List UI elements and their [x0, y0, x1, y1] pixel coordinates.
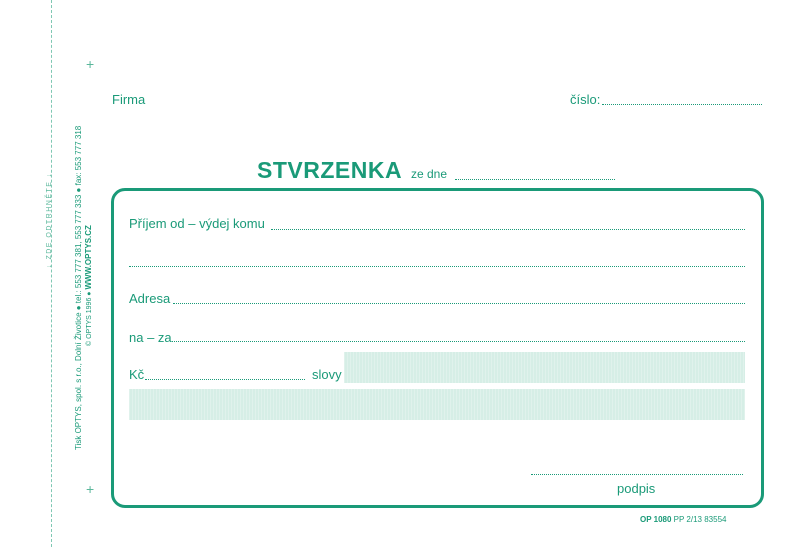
date-label: ze dne	[411, 167, 448, 181]
podpis-label: podpis	[617, 481, 656, 496]
perforation-line	[51, 0, 52, 547]
form-code	[640, 515, 726, 524]
slovy-field-line2[interactable]	[129, 389, 745, 420]
slovy-label: slovy	[312, 367, 342, 382]
prijem-label: Příjem od – výdej komu	[129, 216, 265, 231]
prijem-field[interactable]	[271, 229, 745, 230]
print-info: PP 2/13 83554	[673, 515, 727, 524]
cislo-field[interactable]	[602, 104, 762, 105]
receipt-frame	[111, 188, 764, 508]
tear-here-label: ↓ ZDE ODTRHNĚTE ↓	[46, 172, 53, 268]
printer-web-info	[84, 225, 93, 346]
adresa-field[interactable]	[173, 303, 745, 304]
registration-mark-bottom: +	[86, 481, 95, 497]
signature-field[interactable]	[531, 474, 743, 475]
date-field[interactable]	[455, 179, 615, 180]
na-za-label: na – za	[129, 330, 172, 345]
kc-label: Kč	[129, 367, 145, 382]
cislo-label: číslo:	[570, 92, 601, 107]
copyright-text: © OPTYS 1996 ●	[86, 291, 93, 346]
website-text: WWW.OPTYS.CZ	[84, 225, 93, 290]
na-za-field[interactable]	[172, 341, 745, 342]
kc-amount-field[interactable]	[145, 379, 305, 380]
document-title: STVRZENKA	[257, 157, 403, 183]
registration-mark-top: +	[86, 56, 95, 72]
slovy-field[interactable]	[344, 352, 745, 383]
adresa-label: Adresa	[129, 291, 171, 306]
prijem-field-line2[interactable]	[129, 266, 745, 267]
firma-label: Firma	[112, 92, 146, 107]
printer-info: Tisk OPTYS, spol. s r.o., Dolní Životice ● tel.: 553 777 381, 553 777 333 ● fax: 553 777 318	[74, 125, 83, 450]
form-code-number: OP 1080	[640, 515, 672, 524]
